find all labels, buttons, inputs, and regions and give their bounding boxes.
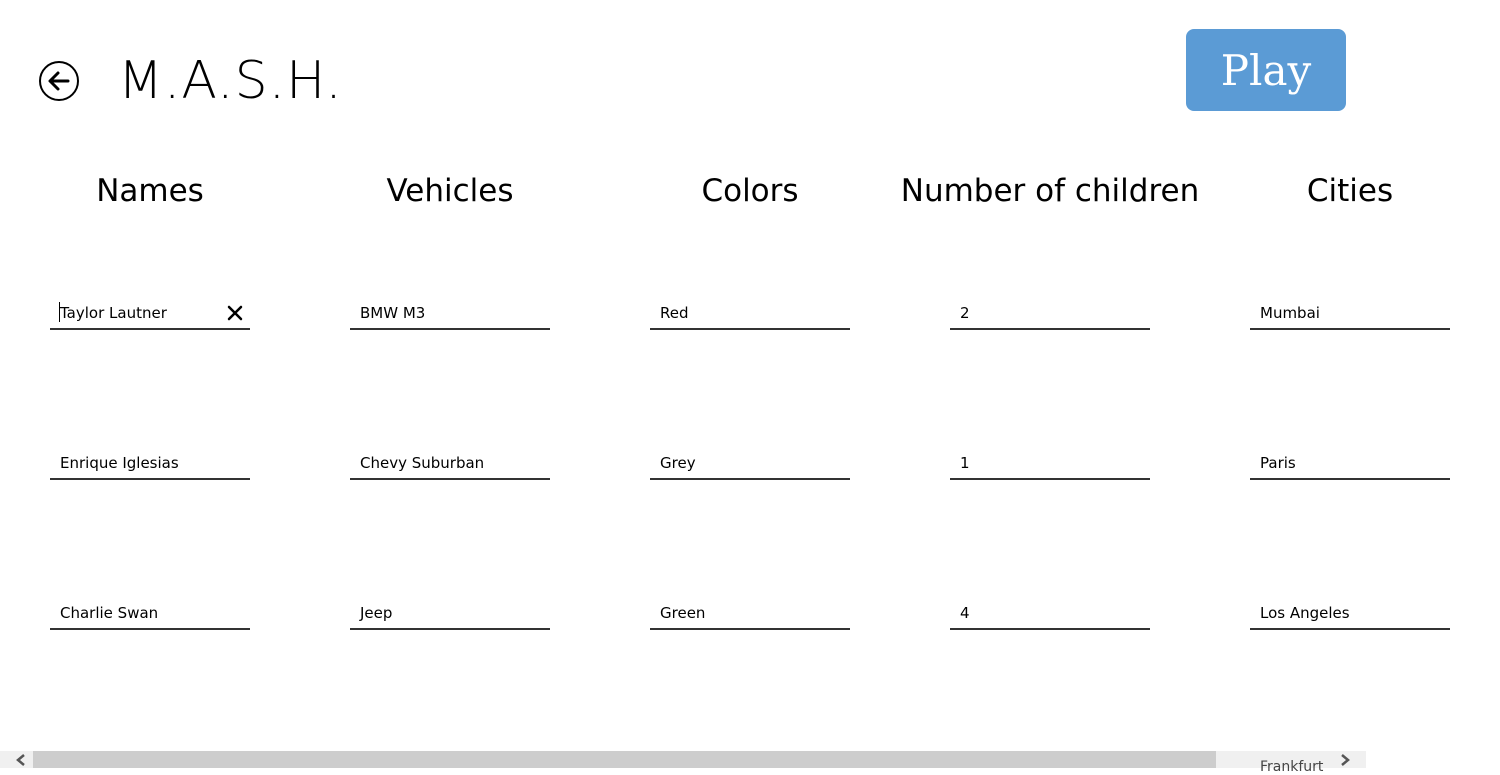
play-button[interactable]: Play — [1186, 29, 1346, 111]
field-value: Green — [660, 604, 706, 622]
colors-field-3[interactable] — [650, 598, 850, 630]
column-header-cities: Cities — [1306, 173, 1394, 209]
field-value: Enrique Iglesias — [60, 454, 179, 472]
close-icon[interactable] — [226, 304, 244, 322]
chevron-left-icon[interactable] — [6, 751, 36, 768]
scrollbar-thumb[interactable] — [33, 751, 1216, 768]
colors-field-2[interactable] — [650, 448, 850, 480]
field-value: Mumbai — [1260, 304, 1320, 322]
children-field-3[interactable] — [950, 598, 1150, 630]
page-title: M.A.S.H. — [118, 51, 343, 111]
names-field-2[interactable] — [50, 448, 250, 480]
back-button[interactable] — [38, 60, 80, 102]
field-value: Grey — [660, 454, 696, 472]
column-header-colors: Colors — [701, 173, 799, 209]
children-field-2[interactable] — [950, 448, 1150, 480]
vehicles-field-2[interactable] — [350, 448, 550, 480]
field-value: Jeep — [360, 604, 393, 622]
back-arrow-circle-icon — [38, 60, 80, 102]
field-value: Taylor Lautner — [60, 304, 167, 322]
children-field-1[interactable] — [950, 298, 1150, 330]
colors-field-1[interactable] — [650, 298, 850, 330]
cities-field-2[interactable] — [1250, 448, 1450, 480]
vehicles-field-1[interactable] — [350, 298, 550, 330]
cities-field-1[interactable] — [1250, 298, 1450, 330]
field-value: Paris — [1260, 454, 1296, 472]
field-value: Chevy Suburban — [360, 454, 485, 472]
column-header-names: Names — [96, 173, 204, 209]
column-header-number-of-children: Number of children — [900, 173, 1200, 209]
horizontal-scrollbar[interactable] — [0, 751, 1366, 768]
names-field-1[interactable] — [50, 298, 250, 330]
column-header-vehicles: Vehicles — [386, 173, 514, 209]
cities-field-4-partial[interactable]: Frankfurt — [1260, 759, 1324, 775]
names-field-3[interactable] — [50, 598, 250, 630]
field-value: 4 — [960, 604, 970, 622]
cities-field-3[interactable] — [1250, 598, 1450, 630]
field-value: 2 — [960, 304, 970, 322]
field-value: Charlie Swan — [60, 604, 159, 622]
field-value: 1 — [960, 454, 970, 472]
vehicles-field-3[interactable] — [350, 598, 550, 630]
field-value: Los Angeles — [1260, 604, 1350, 622]
field-value: Red — [660, 304, 689, 322]
chevron-right-icon[interactable] — [1330, 751, 1360, 768]
field-value: BMW M3 — [360, 304, 426, 322]
